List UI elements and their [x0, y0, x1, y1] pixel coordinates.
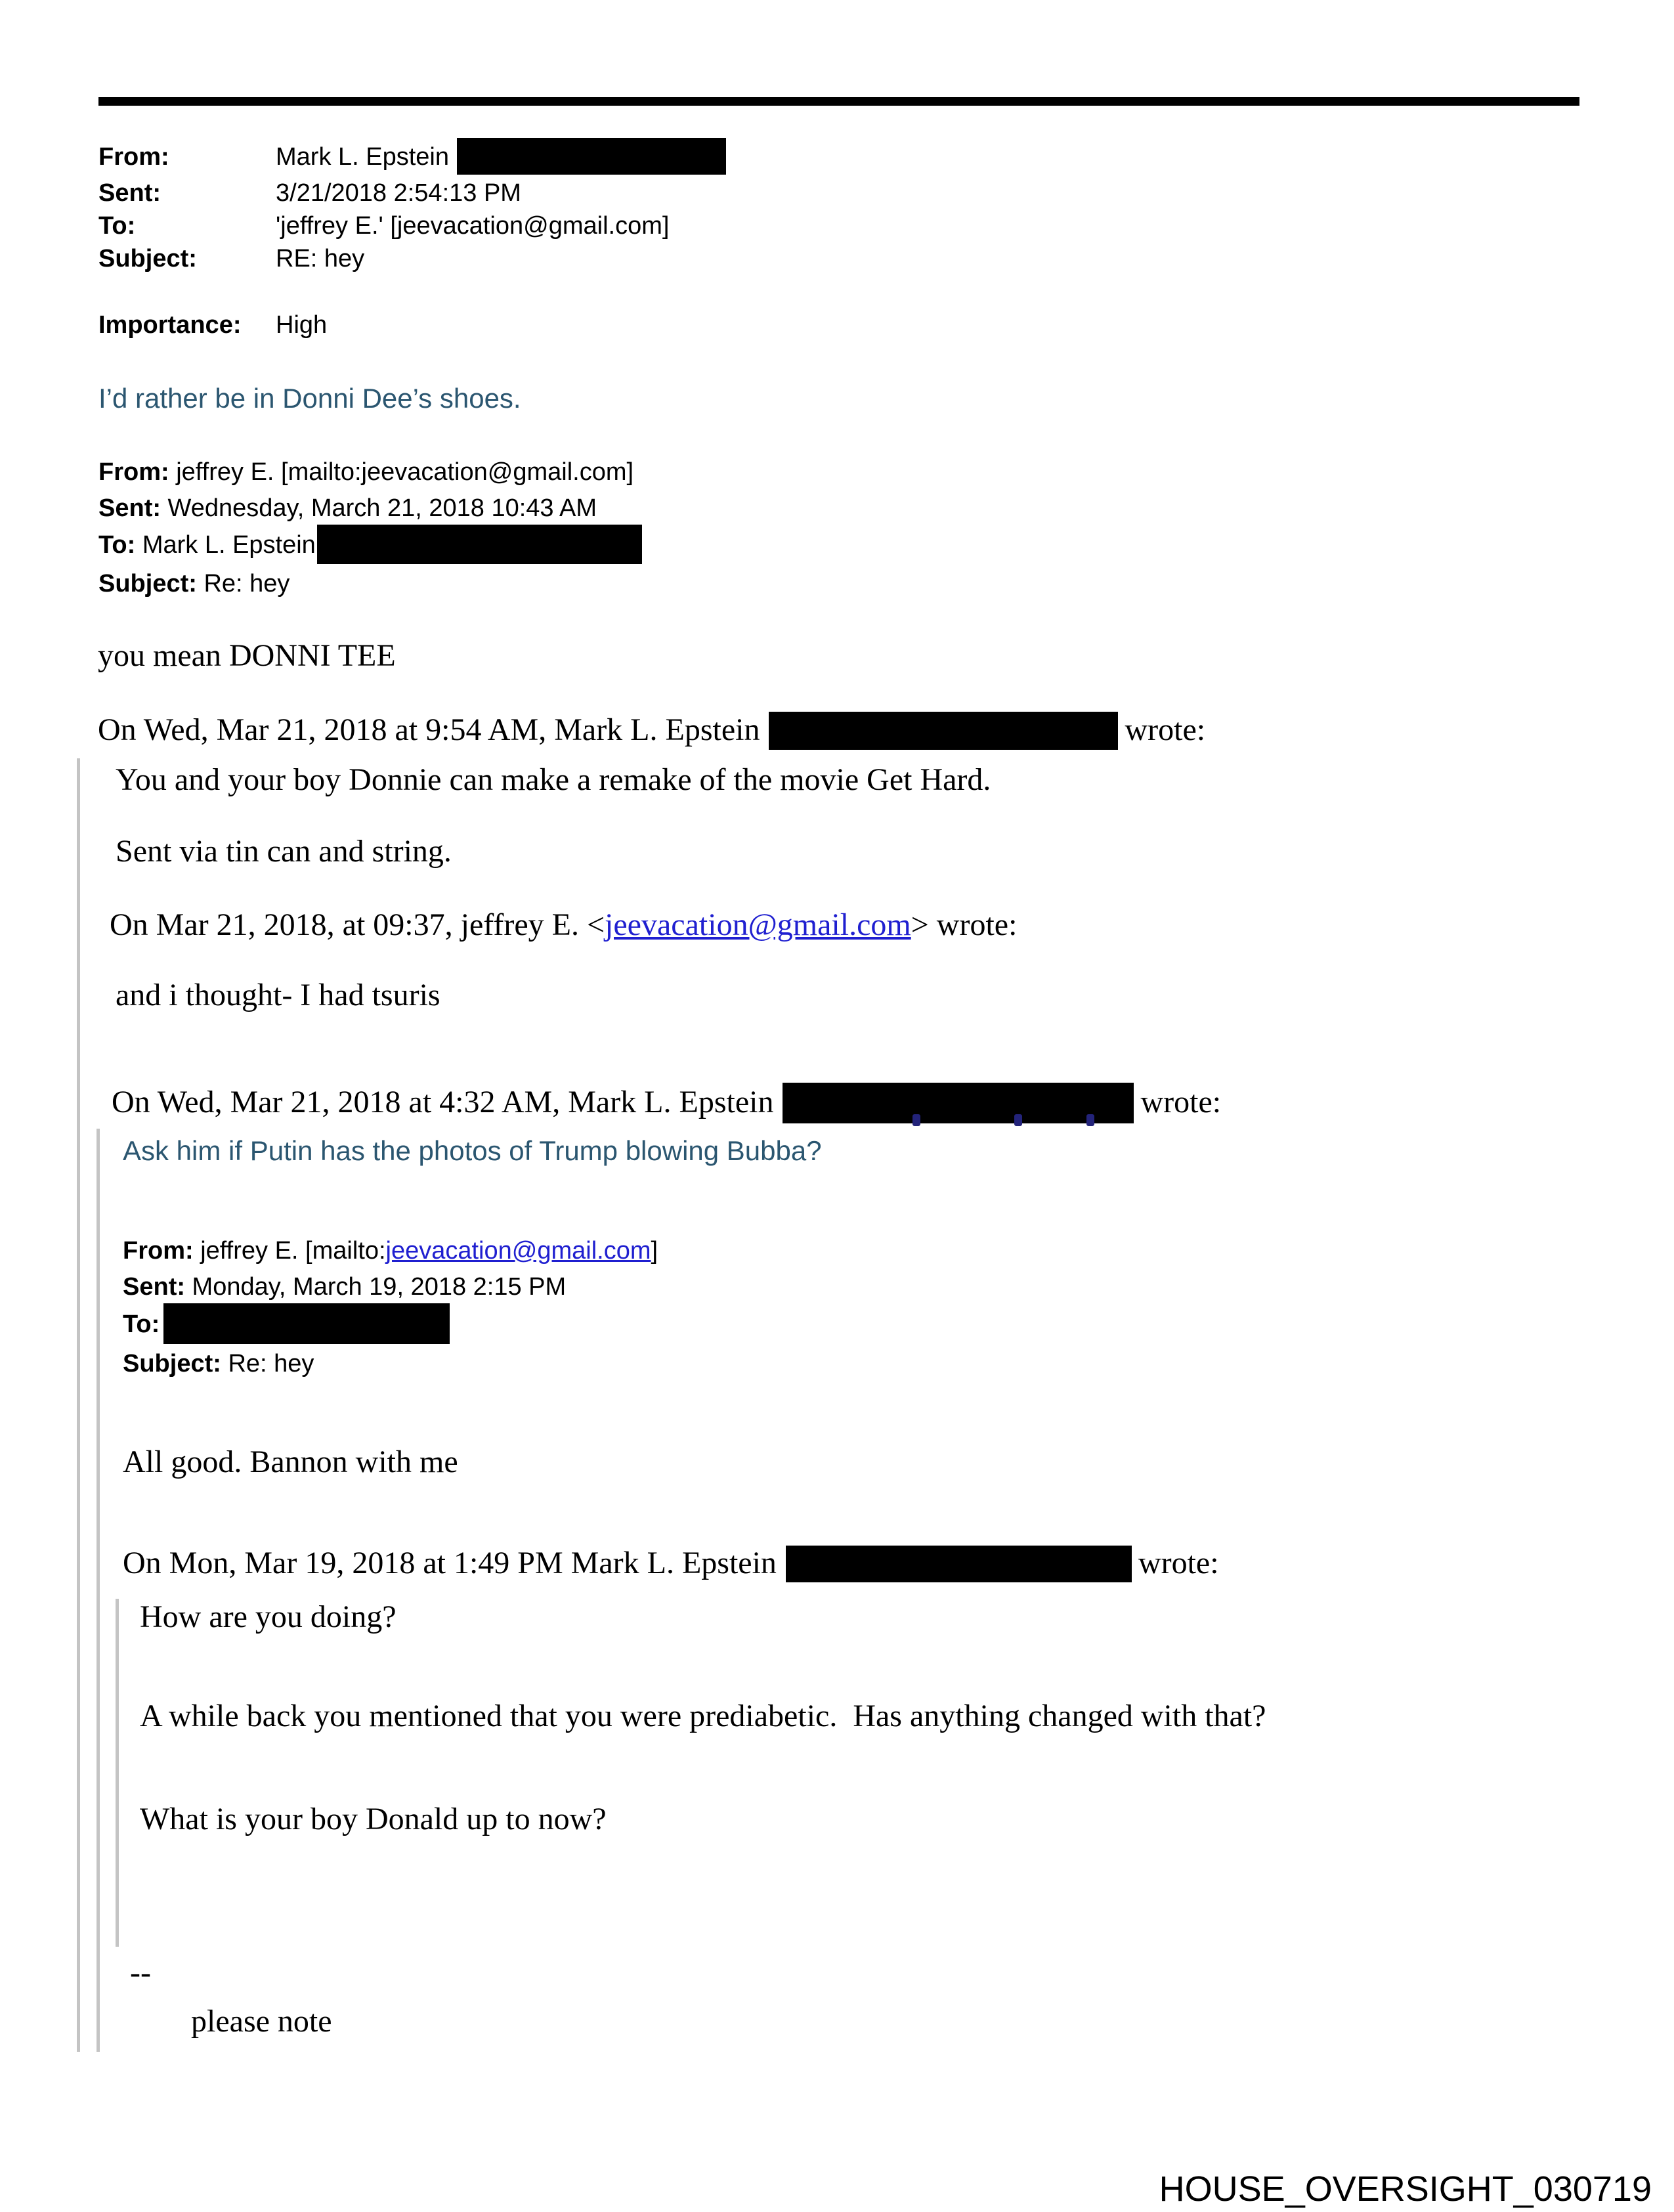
quoted2-sent-value: Monday, March 19, 2018 2:15 PM: [185, 1273, 567, 1301]
redaction-artifact: [912, 1114, 920, 1126]
reply-message-5: All good. Bannon with me: [123, 1444, 458, 1479]
subject-value: RE: hey: [276, 245, 365, 272]
quoted1-subject-row: [98, 566, 642, 602]
attribution3-text: On Wed, Mar 21, 2018 at 4:32 AM, Mark L. Epstein: [112, 1085, 774, 1119]
quoted-message-how-are-you: How are you doing?: [140, 1599, 397, 1634]
attribution1-wrote: wrote:: [1125, 712, 1206, 747]
attribution3-wrote: wrote:: [1140, 1085, 1222, 1119]
quoted1-to-row: [98, 527, 642, 566]
quoted1-from-value: jeffrey E. [mailto:jeevacation@gmail.com]: [169, 458, 634, 486]
redaction-bar-attribution-4: [786, 1546, 1132, 1582]
quoted2-subject-value: Re: hey: [221, 1350, 314, 1377]
header-divider: [98, 97, 1579, 106]
reply-message-1: I’d rather be in Donni Dee’s shoes.: [98, 383, 521, 414]
header-to-row: [98, 209, 726, 242]
email-link-jeevacation-1[interactable]: jeevacation@gmail.com: [605, 907, 911, 942]
attribution2-wrote: > wrote:: [911, 907, 1018, 942]
to-value: 'jeffrey E.' [jeevacation@gmail.com]: [276, 212, 670, 240]
quoted2-from-row: [123, 1233, 658, 1269]
from-value: Mark L. Epstein: [276, 143, 449, 171]
quoted1-from-label: From:: [98, 458, 169, 486]
importance-value: High: [276, 311, 328, 339]
signature-note: please note: [191, 2004, 332, 2039]
attribution-line-1: [98, 711, 1205, 752]
redaction-bar-attribution-3: [783, 1083, 1134, 1123]
redaction-bar-from-address: [457, 138, 726, 175]
attribution-line-2: [110, 906, 1017, 944]
quoted1-to-label: To:: [98, 531, 136, 559]
quoted2-to-row: [123, 1305, 658, 1346]
quoted2-from-suffix: ]: [651, 1237, 658, 1265]
quoted2-sent-label: Sent:: [123, 1273, 185, 1301]
reply-message-2: you mean DONNI TEE: [98, 638, 396, 673]
quoted-header-block-2: [123, 1233, 658, 1382]
quoted1-subject-label: Subject:: [98, 570, 197, 597]
signature-separator: --: [130, 1955, 151, 1990]
email-link-jeevacation-2[interactable]: jeevacation@gmail.com: [385, 1237, 651, 1265]
quoted1-sent-value: Wednesday, March 21, 2018 10:43 AM: [161, 494, 597, 522]
attribution4-text: On Mon, Mar 19, 2018 at 1:49 PM Mark L. Epstein: [123, 1546, 777, 1580]
to-label: To:: [98, 212, 136, 240]
quoted2-from-label: From:: [123, 1237, 194, 1265]
quoted-message-get-hard: You and your boy Donnie can make a remake of the movie Get Hard.: [116, 762, 991, 797]
attribution2-text: On Mar 21, 2018, at 09:37, jeffrey E. <: [110, 907, 605, 942]
quoted-message-tin-can: Sent via tin can and string.: [116, 834, 452, 869]
quoted2-subject-label: Subject:: [123, 1350, 221, 1377]
from-label: From:: [98, 143, 169, 171]
quoted2-subject-row: [123, 1346, 658, 1382]
quoted2-sent-row: [123, 1269, 658, 1305]
quoted2-from-prefix: jeffrey E. [mailto:: [193, 1237, 386, 1265]
email-header-block: [98, 140, 726, 275]
quoted2-to-label: To:: [123, 1311, 160, 1339]
attribution-line-4: [123, 1544, 1219, 1584]
sent-value: 3/21/2018 2:54:13 PM: [276, 179, 521, 207]
header-importance-row: [98, 309, 327, 341]
reply-message-4: Ask him if Putin has the photos of Trump blowing Bubba?: [123, 1135, 822, 1166]
importance-label: Importance:: [98, 311, 242, 339]
quote-level3-bar: [116, 1599, 119, 1947]
quoted1-to-value: Mark L. Epstein: [135, 531, 316, 559]
redaction-bar-attribution-1: [769, 712, 1118, 750]
reply-message-3: and i thought- I had tsuris: [116, 978, 440, 1012]
redaction-bar-to-address-2: [163, 1303, 450, 1344]
bates-number: HOUSE_OVERSIGHT_030719: [1159, 2169, 1652, 2209]
subject-label: Subject:: [98, 245, 197, 272]
quoted1-subject-value: Re: hey: [196, 570, 290, 597]
attribution1-text: On Wed, Mar 21, 2018 at 9:54 AM, Mark L. Epstein: [98, 712, 760, 747]
attribution4-wrote: wrote:: [1138, 1546, 1219, 1580]
quoted-message-donald: What is your boy Donald up to now?: [140, 1802, 607, 1836]
quoted1-sent-label: Sent:: [98, 494, 161, 522]
header-subject-row: [98, 242, 726, 275]
quoted-header-block-1: [98, 454, 642, 602]
attribution-line-3: [112, 1083, 1221, 1125]
header-from-row: [98, 140, 726, 177]
quoted1-from-row: [98, 454, 642, 490]
quote-level1-bar: [77, 758, 80, 2052]
quote-level2-bar: [97, 1129, 100, 2052]
quoted-message-prediabetic: A while back you mentioned that you were prediabetic. Has anything changed with that?: [140, 1699, 1266, 1733]
header-sent-row: [98, 177, 726, 209]
quoted1-sent-row: [98, 490, 642, 527]
redaction-artifact: [1014, 1114, 1022, 1126]
sent-label: Sent:: [98, 179, 161, 207]
redaction-bar-to-address-1: [317, 525, 642, 564]
redaction-artifact: [1086, 1114, 1094, 1126]
